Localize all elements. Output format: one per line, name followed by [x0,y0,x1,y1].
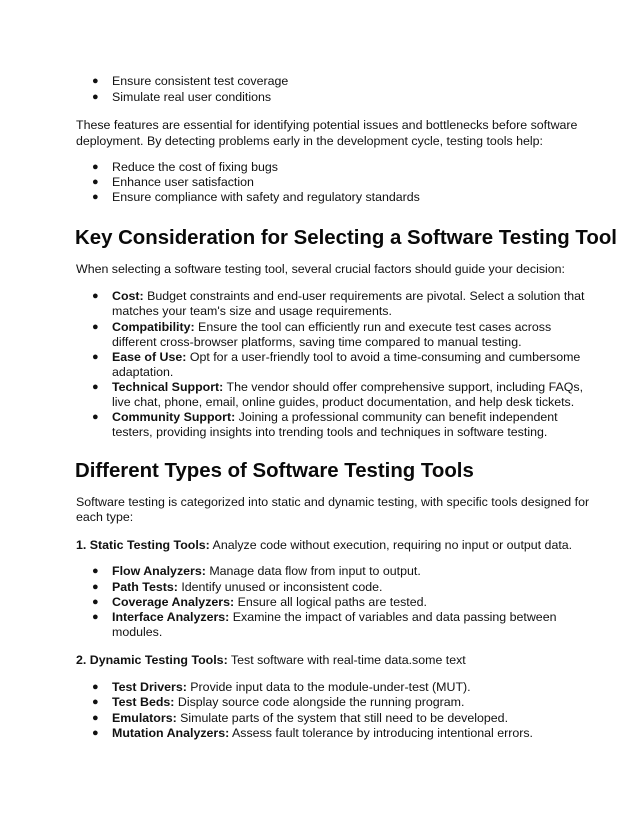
list-item-continuation: live chat, phone, email, online guides, product documentation, and help desk tickets. [112,395,575,409]
item-text: Provide input data to the module-under-test (MUT). [186,680,471,694]
item-text: Identify unused or inconsistent code. [177,580,383,594]
bullet-icon: ● [92,681,99,693]
list-item: Reduce the cost of fixing bugs [112,160,278,174]
bullet-icon: ● [92,290,99,302]
bullet-icon: ● [92,727,99,739]
list-item [112,380,583,396]
list-item [112,580,382,596]
bullet-icon: ● [92,351,99,363]
subsection-label: 2. Dynamic Testing Tools: [76,653,228,667]
item-text: Manage data flow from input to output. [205,564,421,578]
item-text: Opt for a user-friendly tool to avoid a time-consuming and cumbersome [186,350,581,364]
bullet-icon: ● [92,696,99,708]
item-text: Budget constraints and end-user requirements are pivotal. Select a solution that [143,289,585,303]
list-item [112,695,464,711]
bullet-icon: ● [92,581,99,593]
bullet-icon: ● [92,91,99,103]
term-label: Emulators: [112,711,177,725]
bullet-icon: ● [92,176,99,188]
list-item: Ensure consistent test coverage [112,74,289,88]
bullet-icon: ● [92,611,99,623]
term-label: Compatibility: [112,320,195,334]
list-item [112,320,551,336]
bullet-icon: ● [92,565,99,577]
list-item: Ensure compliance with safety and regulatory standards [112,190,420,204]
item-text: Joining a professional community can benefit independent [235,410,558,424]
list-item: Simulate real user conditions [112,90,272,104]
paragraph-line: These features are essential for identifying potential issues and bottlenecks before software [76,118,578,132]
bullet-icon: ● [92,411,99,423]
list-item-continuation: modules. [112,625,163,639]
section-heading: Key Consideration for Selecting a Software Testing Tool [75,227,617,249]
term-label: Interface Analyzers: [112,610,230,624]
term-label: Test Drivers: [112,680,187,694]
paragraph-line: each type: [76,510,134,524]
term-label: Community Support: [112,410,236,424]
bullet-icon: ● [92,381,99,393]
list-item: Enhance user satisfaction [112,175,254,189]
paragraph-line: deployment. By detecting problems early in the development cycle, testing tools help: [76,134,543,148]
term-label: Technical Support: [112,380,224,394]
list-item [112,350,580,366]
list-item [112,564,421,580]
list-item-continuation: different cross-browser platforms, saving time compared to manual testing. [112,335,522,349]
paragraph-line: Software testing is categorized into static and dynamic testing, with specific tools designed for [76,495,590,509]
item-text: Display source code alongside the running program. [174,695,465,709]
bullet-icon: ● [92,321,99,333]
bullet-icon: ● [92,712,99,724]
list-item [112,680,471,696]
list-item [112,289,584,305]
list-item [112,610,557,626]
term-label: Coverage Analyzers: [112,595,235,609]
item-text: Examine the impact of variables and data passing between [229,610,557,624]
term-label: Mutation Analyzers: [112,726,230,740]
item-text: Ensure the tool can efficiently run and execute test cases across [194,320,552,334]
subsection-text: Test software with real-time data.some text [227,653,466,667]
paragraph-line: When selecting a software testing tool, several crucial factors should guide your decision: [76,262,565,276]
section-heading: Different Types of Software Testing Tools [75,460,474,482]
bullet-icon: ● [92,75,99,87]
item-text: Ensure all logical paths are tested. [234,595,427,609]
item-text: Simulate parts of the system that still need to be developed. [176,711,509,725]
term-label: Test Beds: [112,695,175,709]
subsection-line [76,653,466,669]
list-item [112,410,558,426]
term-label: Cost: [112,289,144,303]
term-label: Ease of Use: [112,350,187,364]
bullet-icon: ● [92,596,99,608]
subsection-line [76,538,572,554]
list-item-continuation: adaptation. [112,365,174,379]
list-item [112,726,533,742]
subsection-text: Analyze code without execution, requiring no input or output data. [209,538,573,552]
list-item-continuation: matches your team's size and usage requirements. [112,304,392,318]
bullet-icon: ● [92,161,99,173]
item-text: The vendor should offer comprehensive support, including FAQs, [223,380,584,394]
list-item-continuation: testers, providing insights into trending tools and techniques in software testing. [112,425,548,439]
term-label: Path Tests: [112,580,178,594]
item-text: Assess fault tolerance by introducing intentional errors. [229,726,533,740]
list-item [112,711,508,727]
subsection-label: 1. Static Testing Tools: [76,538,210,552]
list-item [112,595,427,611]
term-label: Flow Analyzers: [112,564,206,578]
bullet-icon: ● [92,191,99,203]
